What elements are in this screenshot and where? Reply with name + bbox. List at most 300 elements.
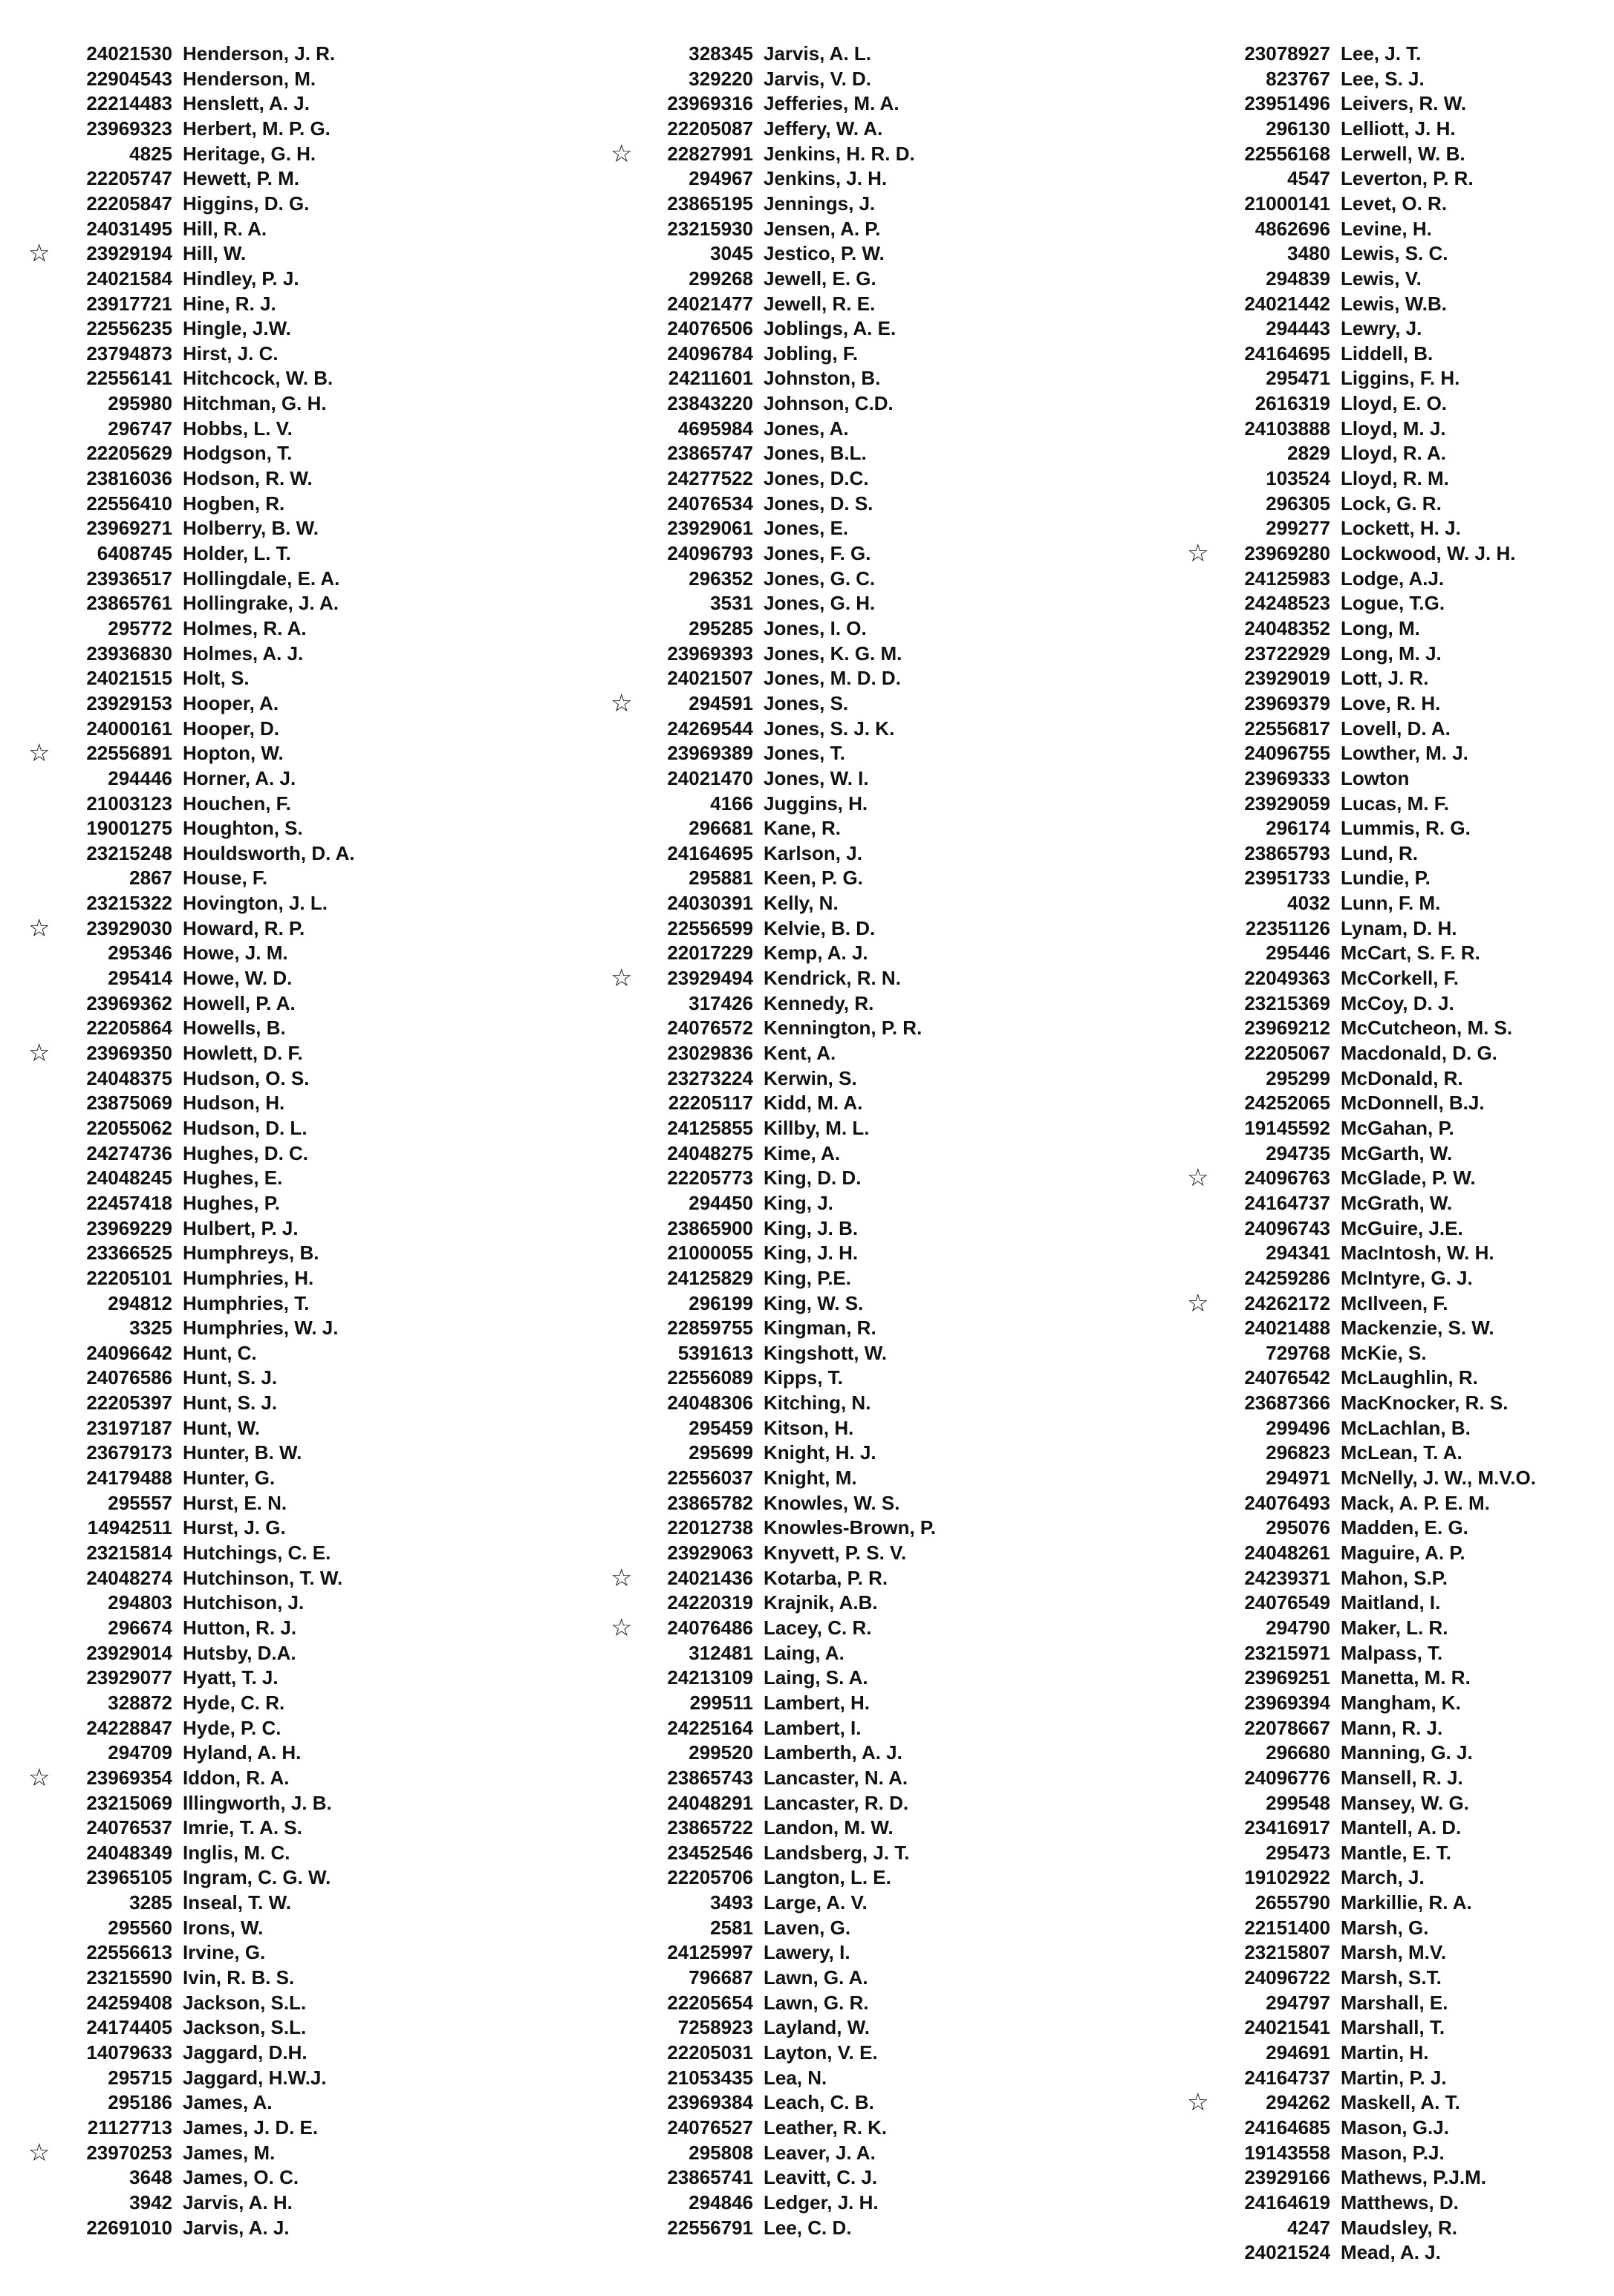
list-item [0,2090,1614,2116]
service-number: 294790 [1266,1616,1330,1639]
person-name: Mason, G.J. [1341,2116,1449,2139]
person-name: Hughes, D. C. [183,1141,309,1164]
service-number: 24213109 [667,1666,753,1689]
person-name: Lacey, C. R. [764,1616,872,1639]
service-number: 23078927 [1244,42,1330,65]
service-number: 24164685 [1244,2116,1330,2139]
service-number: 23929030 [86,916,172,939]
person-name: Lee, C. D. [764,2216,852,2239]
person-name: Hirst, J. C. [183,342,279,365]
person-name: Hunt, W. [183,1416,260,1439]
service-number: 21053435 [667,2066,753,2089]
person-name: Hodson, R. W. [183,467,313,490]
list-item [0,466,1614,492]
service-number: 22556089 [667,1366,753,1389]
star-icon: ☆ [1187,1288,1209,1317]
person-name: Heritage, G. H. [183,142,316,165]
person-name: Jeffery, W. A. [764,117,883,140]
person-name: Lynam, D. H. [1341,916,1457,939]
service-number: 24000161 [86,717,172,740]
person-name: Maguire, A. P. [1341,1542,1465,1564]
service-number: 22205397 [86,1392,172,1415]
list-item [0,2216,1614,2241]
service-number: 24164737 [1244,1191,1330,1214]
person-name: Humphries, W. J. [183,1317,339,1340]
star-icon: ☆ [611,688,633,717]
service-number: 21000055 [667,1242,753,1265]
service-number: 22556235 [86,317,172,340]
list-item [0,2066,1614,2091]
person-name: Long, M. [1341,616,1420,639]
service-number: 317426 [689,991,753,1014]
person-name: Lovell, D. A. [1341,717,1451,740]
person-name: Mackenzie, S. W. [1341,1317,1494,1340]
person-name: Hill, W. [183,242,247,265]
person-name: McLaughlin, R. [1341,1366,1478,1389]
person-name: McDonald, R. [1341,1066,1463,1089]
person-name: McIlveen, F. [1341,1291,1448,1314]
list-item [0,192,1614,217]
service-number: 24021584 [86,267,172,290]
service-number: 295414 [108,967,172,990]
list-item [0,1241,1614,1266]
list-item [0,267,1614,292]
list-item [0,2116,1614,2141]
person-name: MacIntosh, W. H. [1341,1242,1494,1265]
service-number: 24021442 [1244,292,1330,315]
person-name: Lucas, M. F. [1341,792,1449,815]
list-item [0,841,1614,867]
service-number: 23215369 [1244,991,1330,1014]
person-name: Hutchinson, T. W. [183,1566,343,1589]
service-number: 3480 [1287,242,1330,265]
service-number: 295186 [108,2091,172,2114]
list-item [0,913,1614,942]
person-name: Kendrick, R. N. [764,967,901,990]
person-name: Lott, J. R. [1341,667,1429,690]
person-name: Landon, M. W. [764,1816,894,1839]
service-number: 24048291 [667,1791,753,1814]
service-number: 24274736 [86,1141,172,1164]
person-name: Lock, G. R. [1341,492,1442,515]
list-item [0,1216,1614,1242]
person-name: Lloyd, E. O. [1341,392,1448,415]
person-name: Kingshott, W. [764,1341,888,1364]
service-number: 24164695 [1244,342,1330,365]
service-number: 4032 [1287,892,1330,915]
person-name: Mason, P.J. [1341,2141,1445,2164]
service-number: 22556168 [1244,142,1330,165]
person-name: Jaggard, H.W.J. [183,2066,327,2089]
person-name: Leaver, J. A. [764,2141,876,2164]
service-number: 299268 [689,267,753,290]
service-number: 295471 [1266,367,1330,390]
service-number: 22556141 [86,367,172,390]
service-number: 22205706 [667,1866,753,1889]
service-number: 2655790 [1255,1891,1330,1914]
service-number: 24021541 [1244,2016,1330,2039]
person-name: McGarth, W. [1341,1141,1453,1164]
service-number: 24211601 [668,367,753,390]
person-name: Holt, S. [183,667,250,690]
person-name: Karlson, J. [764,841,862,864]
service-number: 296747 [108,417,172,440]
person-name: Mack, A. P. E. M. [1341,1491,1490,1514]
service-number: 299520 [689,1741,753,1764]
service-number: 23215814 [86,1542,172,1564]
service-number: 24076537 [86,1816,172,1839]
service-number: 22078667 [1244,1716,1330,1739]
person-name: Henderson, M. [183,67,316,90]
list-item [0,1991,1614,2016]
person-name: McLachlan, B. [1341,1416,1471,1439]
service-number: 22904543 [86,67,172,90]
list-item [0,1641,1614,1666]
person-name: James, O. C. [183,2166,299,2189]
service-number: 299277 [1266,517,1330,540]
list-item [0,1966,1614,1991]
service-number: 22049363 [1244,967,1330,990]
star-icon: ☆ [611,964,633,992]
service-number: 24096793 [667,542,753,564]
service-number: 22457418 [86,1191,172,1214]
service-number: 23865722 [667,1816,753,1839]
person-name: Jobling, F. [764,342,859,365]
service-number: 23969323 [86,117,172,140]
service-number: 24220319 [667,1591,753,1614]
service-number: 22556410 [86,492,172,515]
service-number: 24048375 [86,1066,172,1089]
person-name: Hovington, J. L. [183,892,328,915]
person-name: Lambert, H. [764,1691,871,1714]
person-name: McCutcheon, M. S. [1341,1017,1513,1040]
person-name: Kent, A. [764,1042,836,1064]
service-number: 23969379 [1244,691,1330,714]
service-number: 299511 [689,1691,753,1714]
service-number: 24048349 [86,1841,172,1864]
service-number: 19102922 [1244,1866,1330,1889]
service-number: 3285 [129,1891,172,1914]
service-number: 329220 [689,67,753,90]
person-name: Lancaster, N. A. [764,1766,908,1789]
service-number: 24125855 [667,1116,753,1139]
person-name: Matthews, D. [1341,2191,1459,2214]
person-name: McGlade, P. W. [1341,1167,1476,1190]
person-name: Hine, R. J. [183,292,276,315]
person-name: Hunt, S. J. [183,1392,278,1415]
list-item [0,241,1614,267]
service-number: 23197187 [86,1416,172,1439]
list-item [0,1541,1614,1566]
list-item [0,1940,1614,1966]
service-number: 294691 [1266,2041,1330,2064]
service-number: 22827991 [667,142,753,165]
person-name: Levet, O. R. [1341,192,1448,215]
person-name: Lowton [1341,766,1410,789]
service-number: 296352 [689,567,753,590]
service-number: 796687 [689,1966,753,1989]
service-number: 23215322 [86,892,172,915]
person-name: Hughes, P. [183,1191,281,1214]
service-number: 23865761 [86,592,172,615]
person-name: Holberry, B. W. [183,517,319,540]
person-name: Lund, R. [1341,841,1418,864]
person-name: Imrie, T. A. S. [183,1816,302,1839]
person-name: Jenkins, J. H. [764,167,888,190]
list-item [0,2041,1614,2066]
service-number: 294846 [689,2191,753,2214]
person-name: McGahan, P. [1341,1116,1454,1139]
service-number: 328872 [108,1691,172,1714]
person-name: Kingman, R. [764,1317,876,1340]
service-number: 22205864 [86,1017,172,1040]
service-number: 23929063 [667,1542,753,1564]
list-item [0,717,1614,742]
list-item [0,666,1614,691]
service-number: 295346 [108,942,172,965]
person-name: Jones, S. J. K. [764,717,895,740]
service-number: 24076549 [1244,1591,1330,1614]
service-number: 24228847 [86,1716,172,1739]
person-name: Mann, R. J. [1341,1716,1443,1739]
list-item [0,966,1614,991]
list-item [0,567,1614,592]
service-number: 4862696 [1255,217,1330,240]
list-item [0,1516,1614,1541]
list-item [0,541,1614,567]
service-number: 24076486 [667,1616,753,1639]
person-name: Hudson, O. S. [183,1066,310,1089]
person-name: Howard, R. P. [183,916,305,939]
service-number: 24076572 [667,1017,753,1040]
service-number: 23951496 [1244,92,1330,115]
star-icon: ☆ [1187,1164,1209,1192]
person-name: Hunt, C. [183,1341,257,1364]
person-name: Manning, G. J. [1341,1741,1473,1764]
service-number: 23969212 [1244,1017,1330,1040]
person-name: Hopton, W. [183,742,284,765]
service-number: 24096784 [667,342,753,365]
service-number: 294446 [108,766,172,789]
service-number: 23029836 [667,1042,753,1064]
person-name: Lewis, V. [1341,267,1422,290]
service-number: 23215590 [86,1966,172,1989]
service-number: 4695984 [677,417,753,440]
person-name: Irvine, G. [183,1941,266,1964]
person-name: Hyland, A. H. [183,1741,302,1764]
star-icon: ☆ [28,739,51,767]
service-number: 312481 [689,1641,753,1664]
person-name: Lummis, R. G. [1341,817,1471,840]
star-icon: ☆ [611,1613,633,1641]
service-number: 24048352 [1244,616,1330,639]
person-name: Macdonald, D. G. [1341,1042,1497,1064]
person-name: Hill, R. A. [183,217,267,240]
person-name: Hutchison, J. [183,1591,305,1614]
person-name: Hutchings, C. E. [183,1542,331,1564]
service-number: 24096642 [86,1341,172,1364]
person-name: Howlett, D. F. [183,1042,303,1064]
service-number: 2616319 [1255,392,1330,415]
person-name: Kemp, A. J. [764,942,868,965]
service-number: 295473 [1266,1841,1330,1864]
person-name: Lunn, F. M. [1341,892,1441,915]
person-name: Henderson, J. R. [183,42,336,65]
service-number: 295699 [689,1441,753,1464]
person-name: Lelliott, J. H. [1341,117,1456,140]
list-item [0,91,1614,117]
person-name: Jones, E. [764,517,849,540]
list-item [0,342,1614,367]
person-name: Jones, A. [764,417,849,440]
person-name: Kane, R. [764,817,842,840]
person-name: McLean, T. A. [1341,1441,1462,1464]
person-name: Jones, D. S. [764,492,873,515]
person-name: Lerwell, W. B. [1341,142,1465,165]
person-name: Kidd, M. A. [764,1092,863,1115]
person-name: Jefferies, M. A. [764,92,899,115]
person-name: King, D. D. [764,1167,862,1190]
service-number: 24021524 [1244,2241,1330,2264]
service-number: 729768 [1266,1341,1330,1364]
person-name: Jarvis, A. H. [183,2191,293,2214]
person-name: Leach, C. B. [764,2091,874,2114]
service-number: 22205847 [86,192,172,215]
person-name: Mansell, R. J. [1341,1766,1463,1789]
service-number: 22556037 [667,1467,753,1490]
service-number: 23929494 [667,967,753,990]
service-number: 23969229 [86,1216,172,1239]
service-number: 295299 [1266,1066,1330,1089]
service-number: 23215930 [667,217,753,240]
service-number: 14942511 [87,1516,172,1539]
person-name: Kime, A. [764,1141,841,1164]
service-number: 23865741 [667,2166,753,2189]
list-item [0,166,1614,192]
person-name: Jones, G. C. [764,567,876,590]
person-name: Marshall, E. [1341,1991,1448,2014]
service-number: 23416917 [1244,1816,1330,1839]
service-number: 24021515 [86,667,172,690]
person-name: Hollingdale, E. A. [183,567,340,590]
list-item [0,1141,1614,1167]
person-name: Hyatt, T. J. [183,1666,279,1689]
service-number: 23969251 [1244,1666,1330,1689]
service-number: 23969333 [1244,766,1330,789]
person-name: Hooper, D. [183,717,280,740]
person-name: Lamberth, A. J. [764,1741,902,1764]
person-name: Johnson, C.D. [764,392,894,415]
person-name: McCorkell, F. [1341,967,1459,990]
service-number: 14079633 [86,2041,172,2064]
service-number: 3942 [129,2191,172,2214]
service-number: 22012738 [667,1516,753,1539]
service-number: 294812 [108,1291,172,1314]
list-item [0,1491,1614,1516]
person-name: Lee, J. T. [1341,42,1422,65]
service-number: 23969394 [1244,1691,1330,1714]
service-number: 5391613 [677,1341,753,1364]
person-name: Keen, P. G. [764,867,863,890]
service-number: 6408745 [97,542,172,564]
service-number: 23687366 [1244,1392,1330,1415]
service-number: 22205067 [1244,1042,1330,1064]
service-number: 4247 [1287,2216,1330,2239]
person-name: Humphries, T. [183,1291,310,1314]
person-name: Lundie, P. [1341,867,1431,890]
person-name: March, J. [1341,1866,1425,1889]
list-item [0,941,1614,966]
list-item [0,67,1614,92]
service-number: 23929014 [86,1641,172,1664]
service-number: 4166 [710,792,753,815]
person-name: Levine, H. [1341,217,1432,240]
service-number: 24021436 [667,1566,753,1589]
person-name: Mathews, P.J.M. [1341,2166,1487,2189]
person-name: Hudson, H. [183,1092,285,1115]
person-name: McCart, S. F. R. [1341,942,1480,965]
service-number: 22556791 [667,2216,753,2239]
person-name: Holmes, A. J. [183,642,304,665]
service-number: 24031495 [86,217,172,240]
service-number: 3045 [710,242,753,265]
service-number: 296823 [1266,1441,1330,1464]
service-number: 24125829 [667,1266,753,1289]
person-name: Jones, T. [764,742,845,765]
person-name: Knyvett, P. S. V. [764,1542,907,1564]
service-number: 2829 [1287,442,1330,465]
person-name: Irons, W. [183,1916,264,1939]
service-number: 823767 [1266,67,1330,90]
service-number: 22055062 [86,1116,172,1139]
service-number: 4825 [129,142,172,165]
person-name: Lowther, M. J. [1341,742,1468,765]
star-icon: ☆ [611,1563,633,1591]
list-item [0,1691,1614,1716]
person-name: Killby, M. L. [764,1116,870,1139]
person-name: Mantle, E. T. [1341,1841,1451,1864]
person-name: Hughes, E. [183,1167,283,1190]
person-name: McDonnell, B.J. [1341,1092,1485,1115]
list-item [0,766,1614,792]
service-number: 294450 [689,1191,753,1214]
service-number: 22556599 [667,916,753,939]
person-name: Lloyd, R. M. [1341,467,1449,490]
service-number: 295285 [689,616,753,639]
service-number: 22351126 [1245,916,1330,939]
person-name: Jones, G. H. [764,592,876,615]
star-icon: ☆ [28,1763,51,1791]
service-number: 24125997 [667,1941,753,1964]
person-name: Jarvis, V. D. [764,67,872,90]
person-name: Layton, V. E. [764,2041,878,2064]
service-number: 23929194 [86,242,172,265]
person-name: Kitson, H. [764,1416,854,1439]
service-number: 3493 [710,1891,753,1914]
person-name: Mantell, A. D. [1341,1816,1462,1839]
service-number: 294341 [1266,1242,1330,1265]
service-number: 23865747 [667,442,753,465]
service-number: 23951733 [1244,867,1330,890]
person-name: Hollingrake, J. A. [183,592,339,615]
service-number: 23215807 [1244,1941,1330,1964]
person-name: Kipps, T. [764,1366,843,1389]
service-number: 23969384 [667,2091,753,2114]
service-number: 24259408 [86,1991,172,2014]
list-item [0,366,1614,391]
list-item [0,1466,1614,1491]
person-name: Hindley, P. J. [183,267,299,290]
